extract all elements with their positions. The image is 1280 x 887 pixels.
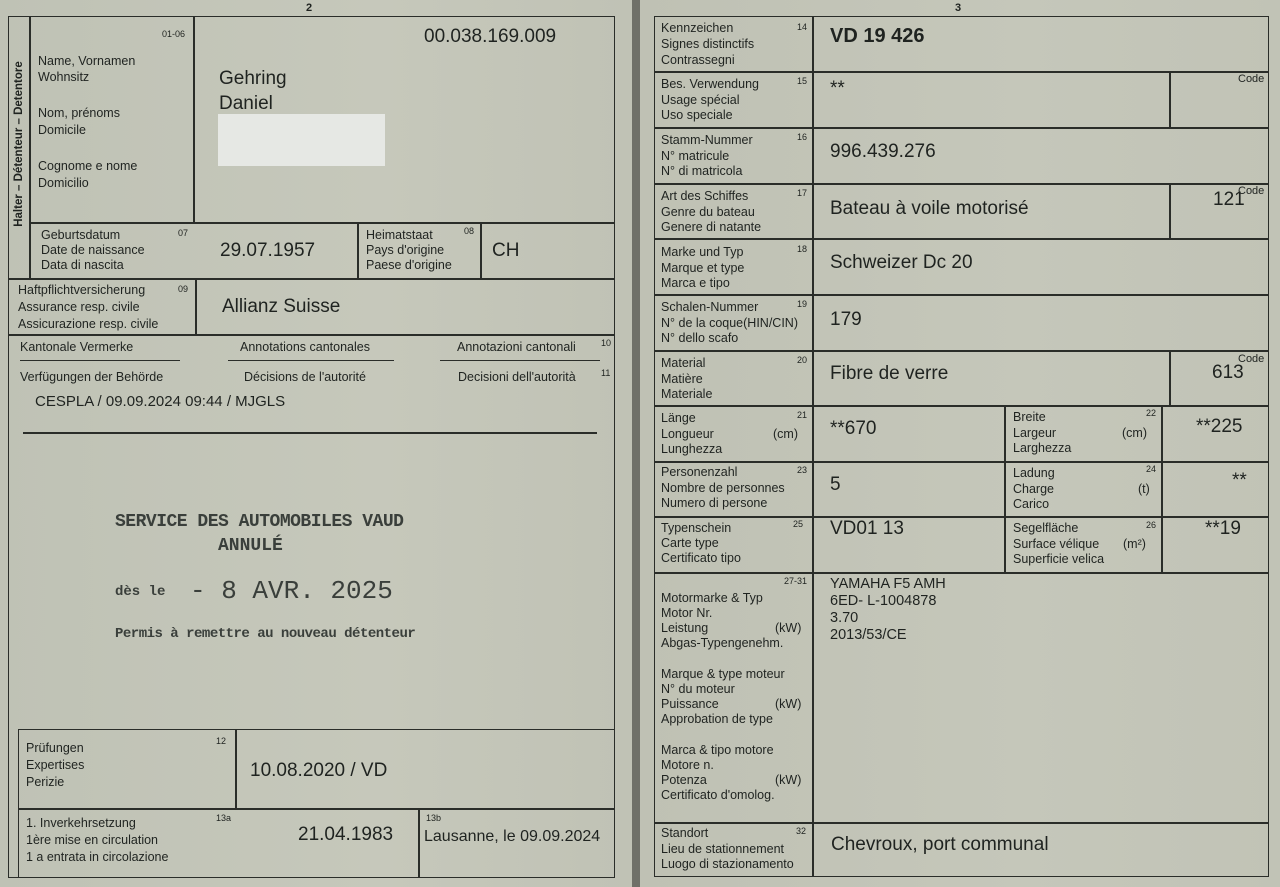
first-reg-label: 1ère mise en circulation bbox=[26, 833, 159, 847]
holder-label: Cognome e nome bbox=[38, 159, 138, 173]
stamp-line-service: SERVICE DES AUTOMOBILES VAUD bbox=[115, 512, 404, 532]
length-label: Longueur bbox=[661, 427, 714, 441]
first-reg-label: 1. Inverkehrsetzung bbox=[26, 816, 136, 830]
field-number: 11 bbox=[601, 368, 611, 378]
width-label: Largeur bbox=[1013, 426, 1057, 440]
sail-label: Surface vélique bbox=[1013, 537, 1100, 551]
holder-side-label: Halter – Détenteur – Detentore bbox=[13, 61, 25, 227]
length-label: Länge bbox=[661, 411, 696, 425]
length-label: Lunghezza bbox=[661, 442, 723, 456]
inspections-value: 10.08.2020 / VD bbox=[250, 760, 388, 781]
code-label: Code bbox=[1238, 185, 1265, 197]
engine-label-fr: Approbation de type bbox=[661, 712, 773, 726]
matricule-value: 996.439.276 bbox=[830, 141, 936, 162]
sail-label: Segelfläche bbox=[1013, 521, 1079, 535]
location-label: Lieu de stationnement bbox=[661, 842, 785, 856]
usage-label: Bes. Verwendung bbox=[661, 77, 759, 91]
hull-label: N° dello scafo bbox=[661, 331, 739, 345]
engine-label-it: Potenza bbox=[661, 773, 707, 787]
engine-label-de: Motor Nr. bbox=[661, 606, 713, 620]
make-label: Marke und Typ bbox=[661, 245, 744, 259]
field-number: 16 bbox=[797, 132, 808, 142]
length-value: **670 bbox=[830, 418, 877, 439]
type-cert-label: Certificato tipo bbox=[661, 551, 741, 565]
birth-label: Date de naissance bbox=[41, 243, 145, 257]
load-value: ** bbox=[1232, 470, 1247, 491]
origin-label: Paese d'origine bbox=[366, 258, 452, 272]
engine-kw-unit: (kW) bbox=[775, 773, 802, 787]
hull-label: Schalen-Nummer bbox=[661, 300, 759, 314]
hull-label: N° de la coque(HIN/CIN) bbox=[661, 316, 798, 330]
type-cert-label: Carte type bbox=[661, 536, 719, 550]
issue-place-date: Lausanne, le 09.09.2024 bbox=[424, 828, 601, 845]
holder-first-name: Daniel bbox=[219, 93, 273, 114]
engine-label-fr: N° du moteur bbox=[661, 682, 735, 696]
engine-label-fr: Puissance bbox=[661, 697, 719, 711]
sail-value: **19 bbox=[1205, 518, 1241, 539]
engine-label-it: Certificato d'omolog. bbox=[661, 788, 775, 802]
field-number: 19 bbox=[797, 299, 808, 309]
code-label: Code bbox=[1238, 73, 1265, 85]
origin-label: Pays d'origine bbox=[366, 243, 445, 257]
usage-label: Usage spécial bbox=[661, 93, 740, 107]
field-number: 24 bbox=[1146, 464, 1157, 474]
type-cert-label: Typenschein bbox=[661, 521, 732, 535]
engine-power-value: 3.70 bbox=[830, 610, 859, 626]
engine-make-value: YAMAHA F5 AMH bbox=[830, 576, 946, 592]
field-number: 25 bbox=[793, 519, 804, 529]
insurance-label: Haftpflichtversicherung bbox=[18, 283, 146, 297]
holder-label: Domicilio bbox=[38, 176, 89, 190]
engine-approval-value: 2013/53/CE bbox=[830, 627, 907, 643]
code-label: Code bbox=[1238, 353, 1265, 365]
usage-label: Uso speciale bbox=[661, 108, 733, 122]
load-label: Charge bbox=[1013, 482, 1054, 496]
material-code: 613 bbox=[1212, 362, 1244, 383]
type-cert-value: VD01 13 bbox=[830, 518, 904, 539]
make-label: Marque et type bbox=[661, 261, 745, 275]
boat-type-label: Genere di natante bbox=[661, 220, 762, 234]
field-number: 09 bbox=[178, 284, 189, 294]
stamp-date-prefix: dès le bbox=[115, 584, 166, 600]
engine-kw-unit: (kW) bbox=[775, 697, 802, 711]
origin-label: Heimatstaat bbox=[366, 228, 433, 242]
engine-label-de: Abgas-Typengenehm. bbox=[661, 636, 784, 650]
sail-unit: (m²) bbox=[1123, 537, 1146, 551]
matricule-label: Stamm-Nummer bbox=[661, 133, 753, 147]
field-number: 10 bbox=[601, 338, 612, 348]
engine-number-value: 6ED- L-1004878 bbox=[830, 593, 937, 609]
holder-label: Name, Vornamen bbox=[38, 54, 136, 68]
field-number: 13b bbox=[426, 813, 442, 823]
length-unit: (cm) bbox=[773, 427, 798, 441]
engine-label-it: Marca & tipo motore bbox=[661, 743, 774, 757]
holder-surname: Gehring bbox=[219, 68, 287, 89]
field-number: 26 bbox=[1146, 520, 1157, 530]
load-unit: (t) bbox=[1138, 482, 1150, 496]
inspections-label: Expertises bbox=[26, 758, 85, 772]
inspections-label: Prüfungen bbox=[26, 741, 84, 755]
engine-label-fr: Marque & type moteur bbox=[661, 667, 785, 681]
field-number: 17 bbox=[797, 188, 808, 198]
persons-label: Personenzahl bbox=[661, 465, 738, 479]
material-label: Material bbox=[661, 356, 706, 370]
engine-label-de: Motormarke & Typ bbox=[661, 591, 763, 605]
holder-label: Domicile bbox=[38, 123, 86, 137]
stamp-date: - 8 AVR. 2025 bbox=[190, 576, 393, 606]
page-number: 2 bbox=[306, 2, 313, 14]
field-number: 13a bbox=[216, 813, 232, 823]
boat-type-value: Bateau à voile motorisé bbox=[830, 198, 1029, 219]
load-label: Carico bbox=[1013, 497, 1050, 511]
field-number: 21 bbox=[797, 410, 808, 420]
holder-label: Wohnsitz bbox=[38, 70, 90, 84]
left-page bbox=[0, 0, 632, 887]
field-number: 23 bbox=[797, 465, 808, 475]
birth-label: Geburtsdatum bbox=[41, 228, 121, 242]
annotations-label-fr: Annotations cantonales bbox=[240, 340, 370, 354]
load-label: Ladung bbox=[1013, 466, 1055, 480]
field-number: 20 bbox=[797, 355, 808, 365]
field-number: 07 bbox=[178, 228, 189, 238]
sail-label: Superficie velica bbox=[1013, 552, 1105, 566]
width-value: **225 bbox=[1196, 416, 1243, 437]
origin-value: CH bbox=[492, 240, 520, 261]
page-number: 3 bbox=[955, 2, 962, 14]
width-unit: (cm) bbox=[1122, 426, 1147, 440]
engine-label-it: Motore n. bbox=[661, 758, 714, 772]
field-number: 22 bbox=[1146, 408, 1157, 418]
plate-label: Contrassegni bbox=[661, 53, 735, 67]
make-label: Marca e tipo bbox=[661, 276, 730, 290]
first-reg-value: 21.04.1983 bbox=[298, 824, 394, 845]
insurance-label: Assurance resp. civile bbox=[18, 300, 140, 314]
matricule-label: N° matricule bbox=[661, 149, 730, 163]
boat-type-code: 121 bbox=[1213, 189, 1245, 210]
material-value: Fibre de verre bbox=[830, 363, 949, 384]
plate-label: Signes distinctifs bbox=[661, 37, 755, 51]
field-number: 32 bbox=[796, 826, 807, 836]
boat-type-label: Genre du bateau bbox=[661, 205, 755, 219]
location-value: Chevroux, port communal bbox=[831, 834, 1049, 855]
hull-value: 179 bbox=[830, 309, 862, 330]
decisions-label-it: Decisioni dell'autorità bbox=[458, 370, 576, 384]
right-page bbox=[640, 0, 1280, 887]
material-label: Materiale bbox=[661, 387, 713, 401]
make-value: Schweizer Dc 20 bbox=[830, 252, 973, 273]
field-number: 18 bbox=[797, 244, 808, 254]
field-number: 14 bbox=[797, 22, 808, 32]
field-number: 27-31 bbox=[784, 576, 808, 586]
width-label: Breite bbox=[1013, 410, 1046, 424]
decisions-label-de: Verfügungen der Behörde bbox=[20, 370, 164, 384]
decisions-label-fr: Décisions de l'autorité bbox=[244, 370, 366, 384]
matricule-label: N° di matricola bbox=[661, 164, 743, 178]
location-label: Standort bbox=[661, 826, 709, 840]
persons-label: Numero di persone bbox=[661, 496, 768, 510]
redacted-address bbox=[218, 114, 385, 166]
holder-id-number: 00.038.169.009 bbox=[424, 26, 557, 47]
field-number: 01-06 bbox=[162, 29, 186, 39]
insurance-label: Assicurazione resp. civile bbox=[18, 317, 159, 331]
field-number: 12 bbox=[216, 736, 227, 746]
insurance-value: Allianz Suisse bbox=[222, 296, 341, 317]
location-label: Luogo di stazionamento bbox=[661, 857, 794, 871]
width-label: Larghezza bbox=[1013, 441, 1072, 455]
engine-kw-unit: (kW) bbox=[775, 621, 802, 635]
plate-label: Kennzeichen bbox=[661, 21, 734, 35]
inspections-label: Perizie bbox=[26, 775, 65, 789]
annotations-label-it: Annotazioni cantonali bbox=[457, 340, 576, 354]
annotations-label-de: Kantonale Vermerke bbox=[20, 340, 134, 354]
usage-value: ** bbox=[830, 78, 845, 99]
decisions-value: CESPLA / 09.09.2024 09:44 / MJGLS bbox=[35, 393, 286, 410]
field-number: 15 bbox=[797, 76, 808, 86]
stamp-line-annule: ANNULÉ bbox=[218, 536, 283, 556]
birth-label: Data di nascita bbox=[41, 258, 124, 272]
holder-label: Nom, prénoms bbox=[38, 106, 120, 120]
birth-date-value: 29.07.1957 bbox=[220, 240, 316, 261]
field-number: 08 bbox=[464, 226, 475, 236]
persons-label: Nombre de personnes bbox=[661, 481, 785, 495]
first-reg-label: 1 a entrata in circolazione bbox=[26, 850, 169, 864]
persons-value: 5 bbox=[830, 474, 841, 495]
plate-value: VD 19 426 bbox=[830, 25, 925, 47]
stamp-line-permis: Permis à remettre au nouveau détenteur bbox=[115, 626, 416, 642]
boat-type-label: Art des Schiffes bbox=[661, 189, 749, 203]
engine-label-de: Leistung bbox=[661, 621, 709, 635]
material-label: Matière bbox=[661, 372, 703, 386]
